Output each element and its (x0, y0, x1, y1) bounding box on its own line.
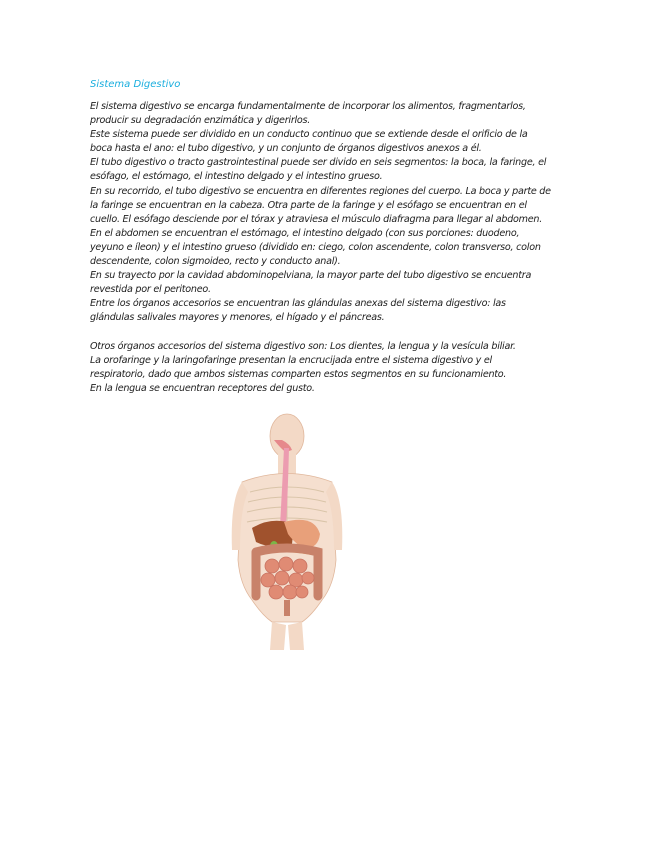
text-line: El tubo digestivo o tracto gastrointestinal puede ser divido en seis segmentos: la boca, la faringe, el (90, 157, 547, 169)
text-line: glándulas salivales mayores y menores, el hígado y el páncreas. (90, 312, 385, 324)
text-line: producir su degradación enzimática y digerirlos. (90, 115, 311, 127)
text-line: La orofaringe y la laringofaringe presentan la encrucijada entre el sistema digestivo y el (90, 354, 492, 366)
text-line: En el abdomen se encuentran el estómago, el intestino delgado (con sus porciones: duodeno, (90, 227, 520, 239)
text-line: En su trayecto por la cavidad abdominopelviana, la mayor parte del tubo digestivo se encuentra (90, 270, 532, 282)
text-line: cuello. El esófago desciende por el tórax y atraviesa el músculo diafragma para llegar al abdomen. (90, 213, 543, 225)
text-line: En la lengua se encuentran receptores del gusto. (90, 382, 315, 394)
digestive-system-illustration (222, 410, 352, 655)
text-line: revestida por el peritoneo. (90, 284, 211, 296)
text-line: yeyuno e íleon) y el intestino grueso (dividido en: ciego, colon ascendente, colon transverso, colon (90, 241, 541, 253)
text-line: Otros órganos accesorios del sistema digestivo son: Los dientes, la lengua y la vesícula biliar. (90, 340, 516, 352)
text-line: descendente, colon sigmoideo, recto y conducto anal). (90, 256, 341, 268)
text-line: Entre los órganos accesorios se encuentran las glándulas anexas del sistema digestivo: las (90, 298, 506, 310)
text-line: esófago, el estómago, el intestino delgado y el intestino grueso. (90, 171, 383, 183)
paragraph-gap (90, 326, 575, 340)
text-line: Este sistema puede ser dividido en un conducto continuo que se extiende desde el orificio de la (90, 129, 528, 141)
document-title: Sistema Digestivo (90, 79, 181, 90)
text-line: la faringe se encuentran en la cabeza. Otra parte de la faringe y el esófago se encuentran en el (90, 199, 527, 211)
document-body (90, 100, 575, 396)
text-line: En su recorrido, el tubo digestivo se encuentra en diferentes regiones del cuerpo. La boca y parte de (90, 185, 551, 197)
text-line: boca hasta el ano: el tubo digestivo, y un conjunto de órganos digestivos anexos a él. (90, 143, 482, 155)
text-line: El sistema digestivo se encarga fundamentalmente de incorporar los alimentos, fragmentarlos, (90, 101, 526, 112)
text-line: respiratorio, dado que ambos sistemas comparten estos segmentos en su funcionamiento. (90, 368, 507, 380)
